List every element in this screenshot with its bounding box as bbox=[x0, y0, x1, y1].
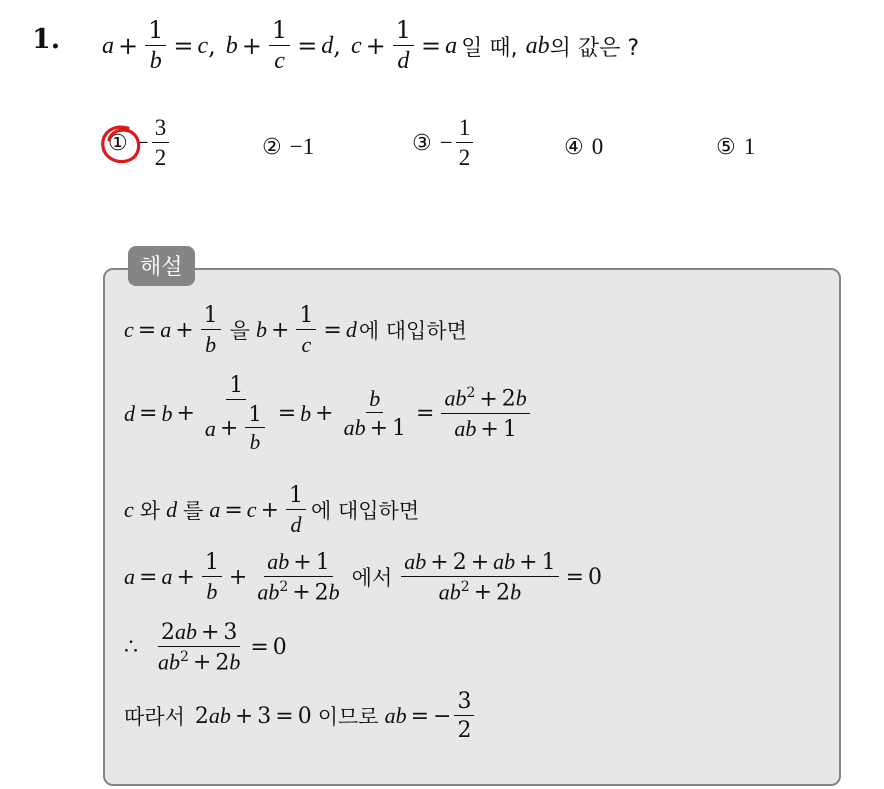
choice-4[interactable] bbox=[564, 134, 603, 160]
solution-line-6: 따라서 2 ab + 3 = 0 이므로 ab = − $\frac{3}{2}$ bbox=[124, 690, 477, 742]
choice-mark: ② bbox=[262, 134, 282, 160]
choice-value: − $\frac{3}{2}$ bbox=[136, 116, 172, 170]
solution-line-5: ∴ $\frac{2ab + 3}{ab^2 + 2b}$ = 0 bbox=[124, 619, 287, 676]
choice-value: 1 bbox=[743, 134, 756, 159]
choice-2[interactable] bbox=[262, 134, 314, 160]
solution-line-4: a = a + $\frac{1}{b}$ + $\frac{ab + 1}{ab^2 + 2b}$ 에서 $\frac{ab + 2 + ab + 1}{ab^2 + 2b}$ = 0 bbox=[124, 549, 602, 606]
solution-line-2: d = b + 1 a + $\frac{1}{b}$ = b + $\frac{b}{ab + 1}$ = $\frac{ab^2 + 2b}{ab + 1}$ bbox=[124, 374, 533, 453]
choice-value: 0 bbox=[591, 134, 604, 159]
choice-mark: ③ bbox=[412, 130, 432, 156]
solution-line-1: c = a + $\frac{1}{b}$ 을 b + $\frac{1}{c}$ = d 에 대입하면 bbox=[124, 303, 467, 358]
choice-mark: ① bbox=[108, 130, 128, 156]
question-text: a + $\frac{1}{b}$ = c , b + $\frac{1}{c}$ = d , c + $\frac{1}{d}$ = a 일 때, ab 의 값은 ? bbox=[102, 16, 640, 75]
choice-5[interactable] bbox=[716, 134, 755, 160]
solution-label: 해설 bbox=[128, 246, 195, 286]
choice-mark: ④ bbox=[564, 134, 584, 160]
choice-3[interactable] bbox=[412, 116, 476, 170]
answer-selection-circle-icon bbox=[98, 122, 144, 168]
choice-value: − $\frac{1}{2}$ bbox=[440, 116, 476, 170]
solution-line-3: c 와 d 를 a = c + $\frac{1}{d}$ 에 대입하면 bbox=[124, 483, 420, 538]
question-number: 1. bbox=[32, 24, 61, 55]
choice-mark: ⑤ bbox=[716, 134, 736, 160]
choice-value: −1 bbox=[289, 134, 315, 159]
